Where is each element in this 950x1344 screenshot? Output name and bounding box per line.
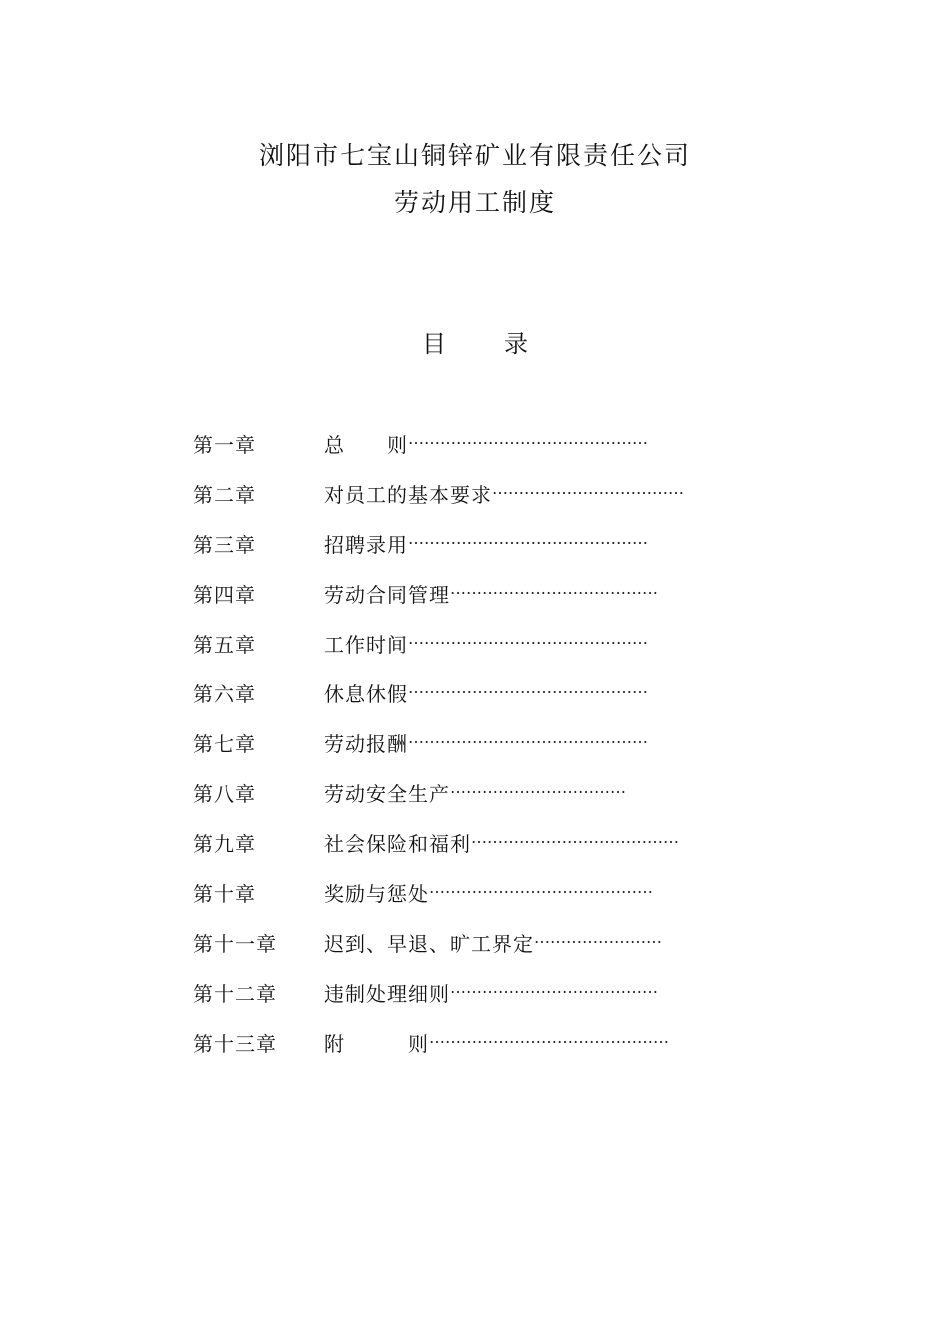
toc-chapter-title: 违制处理细则 <box>324 981 450 1006</box>
toc-chapter-title: 休息休假 <box>324 682 408 707</box>
toc-dot-leader: ……………………………………… <box>408 528 648 548</box>
toc-chapter-title: 奖励与惩处 <box>324 882 429 907</box>
toc-entry <box>193 924 733 974</box>
toc-chapter-title: 劳动安全生产 <box>324 782 450 807</box>
toc-chapter-number: 第二章 <box>193 482 256 507</box>
toc-chapter-number: 第八章 <box>193 782 256 807</box>
toc-dot-leader: ……………………………… <box>492 478 684 498</box>
toc-dot-leader: ……………………………………… <box>408 678 648 698</box>
toc-entry <box>193 1024 733 1074</box>
toc-chapter-number: 第四章 <box>193 582 256 607</box>
toc-chapter-number: 第十二章 <box>193 981 277 1006</box>
toc-chapter-number: 第十三章 <box>193 1031 277 1056</box>
toc-chapter-title: 工作时间 <box>324 632 408 657</box>
toc-entry <box>193 525 733 575</box>
toc-dot-leader: ………………………………… <box>450 977 658 997</box>
toc-chapter-title: 劳动报酬 <box>324 732 408 757</box>
toc-dot-leader: ……………………………………… <box>408 429 648 448</box>
toc-chapter-number: 第十章 <box>193 882 256 907</box>
toc-entry <box>193 475 733 525</box>
toc-entry <box>193 674 733 724</box>
toc-entry <box>193 724 733 774</box>
toc-chapter-number: 第六章 <box>193 682 256 707</box>
toc-chapter-number: 第七章 <box>193 732 256 757</box>
toc-entry <box>193 625 733 675</box>
toc-dot-leader: ……………………………………… <box>408 728 648 748</box>
document-title: 劳动用工制度 <box>393 188 556 217</box>
toc-entry <box>193 774 733 824</box>
toc-chapter-title: 附 则 <box>324 1031 429 1056</box>
toc-chapter-number: 第九章 <box>193 832 256 857</box>
toc-chapter-title: 总 则 <box>324 433 408 457</box>
toc-dot-leader: ………………………………… <box>450 578 658 598</box>
toc-chapter-title: 社会保险和福利 <box>324 832 471 857</box>
company-title: 浏阳市七宝山铜锌矿业有限责任公司 <box>258 141 691 170</box>
toc-chapter-title: 迟到、早退、旷工界定 <box>324 931 534 956</box>
toc-chapter-number: 第三章 <box>193 532 256 557</box>
toc-chapter-number: 第十一章 <box>193 931 277 956</box>
table-of-contents <box>193 425 733 1074</box>
toc-heading <box>0 324 950 359</box>
toc-chapter-number: 第五章 <box>193 632 256 657</box>
toc-chapter-number: 第一章 <box>193 433 256 457</box>
toc-chapter-title: 劳动合同管理 <box>324 582 450 607</box>
toc-heading-left: 目 <box>422 330 446 358</box>
toc-dot-leader: ……………………………………… <box>429 1027 669 1047</box>
toc-dot-leader: …………………… <box>534 927 662 947</box>
toc-heading-right: 录 <box>504 330 528 358</box>
toc-entry <box>193 874 733 924</box>
toc-chapter-title: 招聘录用 <box>324 532 408 557</box>
toc-entry <box>193 575 733 625</box>
toc-entry <box>193 425 733 475</box>
toc-entry <box>193 824 733 874</box>
toc-dot-leader: ……………………………………… <box>408 628 648 648</box>
toc-dot-leader: …………………………… <box>450 778 626 798</box>
toc-chapter-title: 对员工的基本要求 <box>324 482 492 507</box>
toc-entry <box>193 974 733 1024</box>
toc-dot-leader: ………………………………… <box>471 828 679 848</box>
toc-dot-leader: …………………………………… <box>429 878 653 898</box>
